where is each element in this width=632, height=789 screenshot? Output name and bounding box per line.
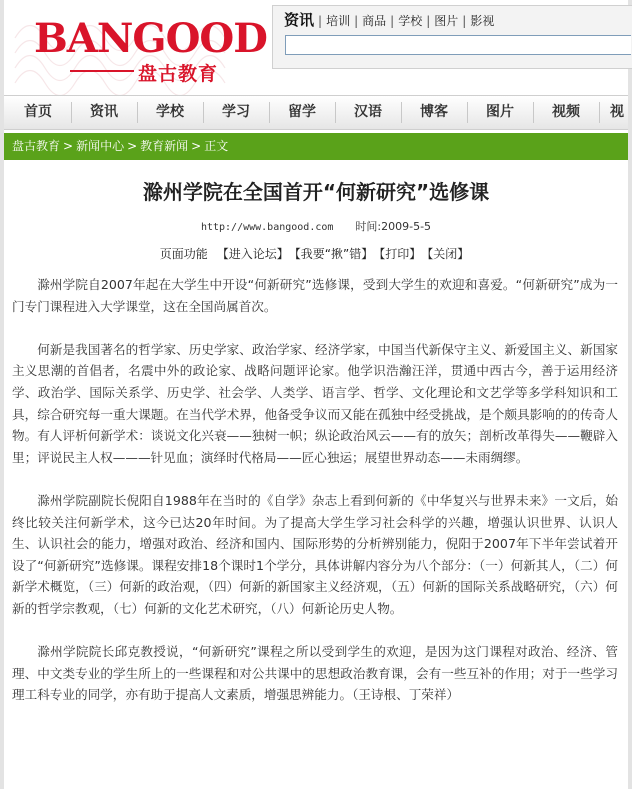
nav-item-video[interactable]: 视频 xyxy=(552,104,580,120)
enter-forum-link[interactable]: 【进入论坛】 xyxy=(216,247,289,261)
article-paragraph: 何新是我国著名的哲学家、历史学家、政治学家、经济学家，中国当代新保守主义、新爱国主义、新国家主义思潮的首倡者，名震中外的政论家、战略问题评论家。他学识浩瀚汪洋，贯通中西古今，善于运用经济学、政治学、国际关系学、历史学、社会学、人类学、语言学、哲学、文化理论和文艺学等多学科知识和工具，综合研究每一重大课题。在当代学术界，他备受争议而又能在孤独中经受挑战，是个颇具影响的的传奇人物。有人评析何新学术：谈说文化兴衰——独树一帜；纵论政治风云——有的放矢；剖析改革得失——鞭辟入里；评说民主人权———针见血；演绎时代格局——匠心独运；展望世界动态——未雨绸缪。 xyxy=(12,341,618,465)
nav-item-home[interactable]: 首页 xyxy=(24,104,52,120)
breadcrumb-trail xyxy=(12,133,228,160)
breadcrumb-link-news-center[interactable]: 新闻中心 xyxy=(76,139,125,153)
search-tab-goods[interactable]: 商品 xyxy=(362,14,387,28)
breadcrumb xyxy=(4,133,628,160)
article-paragraph: 滁州学院副院长倪阳自1988年在当时的《自学》杂志上看到何新的《中华复兴与世界未来》一文后，始终比较关注何新学术，这今已达20年时间。为了提高大学生学习社会科学的兴趣，增强认识世界、认识人生、认识社会的能力，增强对政治、经济和国内、国际形势的分析辨别能力，倪阳于2007年下半年尝试着开设了“何新研究”选修课。课程安排18个课时1个学分，具体讲解内容分为八个部分：（一）何新其人，（二）何新学术概览，（三）何新的政治观，（四）何新的新国家主义经济观，（五）何新的国际关系战略研究，（六）何新的哲学宗教观，（七）何新的文化艺术研究，（八）何新论历史人物。 xyxy=(12,492,618,616)
article-paragraph: 滁州学院自2007年起在大学生中开设“何新研究”选修课，受到大学生的欢迎和喜爱。“何新研究”成为一门专门课程进入大学课堂，这在全国尚属首次。 xyxy=(12,277,618,314)
nav-item-cut-off[interactable]: 视 xyxy=(610,104,624,120)
search-input[interactable] xyxy=(285,35,631,55)
search-tab-news[interactable]: 资讯 xyxy=(284,11,315,29)
site-logo[interactable] xyxy=(10,8,267,88)
logo-underline xyxy=(70,70,134,72)
search-panel xyxy=(272,5,632,69)
nav-item-study-abroad[interactable]: 留学 xyxy=(288,104,316,120)
breadcrumb-arrow-icon: > xyxy=(63,139,74,153)
search-tab-schools[interactable]: 学校 xyxy=(398,14,423,28)
article-meta xyxy=(4,218,628,234)
nav-item-images[interactable]: 图片 xyxy=(486,104,514,120)
breadcrumb-link-home[interactable]: 盘古教育 xyxy=(12,139,61,153)
breadcrumb-arrow-icon: > xyxy=(191,139,202,153)
nav-item-chinese[interactable]: 汉语 xyxy=(354,104,382,120)
nav-item-news[interactable]: 资讯 xyxy=(90,104,118,120)
article-title: 滁州学院在全国首开“何新研究”选修课 xyxy=(142,180,490,204)
print-link[interactable]: 【打印】 xyxy=(379,247,422,261)
close-link[interactable]: 【关闭】 xyxy=(427,247,470,261)
tab-separator: | xyxy=(354,14,359,28)
page-functions-label: 页面功能 xyxy=(159,247,208,261)
main-nav xyxy=(4,95,628,130)
report-error-link[interactable]: 【我要“揪”错】 xyxy=(294,247,374,261)
article-paragraph: 滁州学院院长邱克教授说，“何新研究”课程之所以受到学生的欢迎，是因为这门课程对政治、经济、管理、中文类专业的学生所上的一些课程和对公共课中的思想政治教育课，会有一些互补的作用；对于一些学习理工科专业的同学，亦有助于提高人文素质，增强思辨能力。（王诗根、丁荣祥） xyxy=(12,644,618,703)
site-header xyxy=(4,0,628,95)
page-frame-right xyxy=(628,0,632,789)
logo-wordmark: BANGOOD xyxy=(34,15,267,62)
search-tabs xyxy=(283,9,495,30)
article-time: 时间:2009-5-5 xyxy=(355,220,432,233)
article-source-url[interactable]: http://www.bangood.com xyxy=(200,222,334,233)
search-tab-video[interactable]: 影视 xyxy=(470,14,495,28)
nav-item-study[interactable]: 学习 xyxy=(222,104,250,120)
breadcrumb-arrow-icon: > xyxy=(127,139,138,153)
breadcrumb-link-education-news[interactable]: 教育新闻 xyxy=(140,139,189,153)
nav-item-schools[interactable]: 学校 xyxy=(156,104,184,120)
search-tab-training[interactable]: 培训 xyxy=(326,14,351,28)
article-body xyxy=(12,274,618,727)
tab-separator: | xyxy=(318,14,323,28)
tab-separator: | xyxy=(462,14,467,28)
page-functions xyxy=(4,245,628,262)
breadcrumb-current: 正文 xyxy=(204,139,229,153)
search-tab-images[interactable]: 图片 xyxy=(434,14,459,28)
tab-separator: | xyxy=(426,14,431,28)
nav-item-blog[interactable]: 博客 xyxy=(420,104,448,120)
tab-separator: | xyxy=(390,14,395,28)
logo-subtitle: 盘古教育 xyxy=(138,63,219,85)
